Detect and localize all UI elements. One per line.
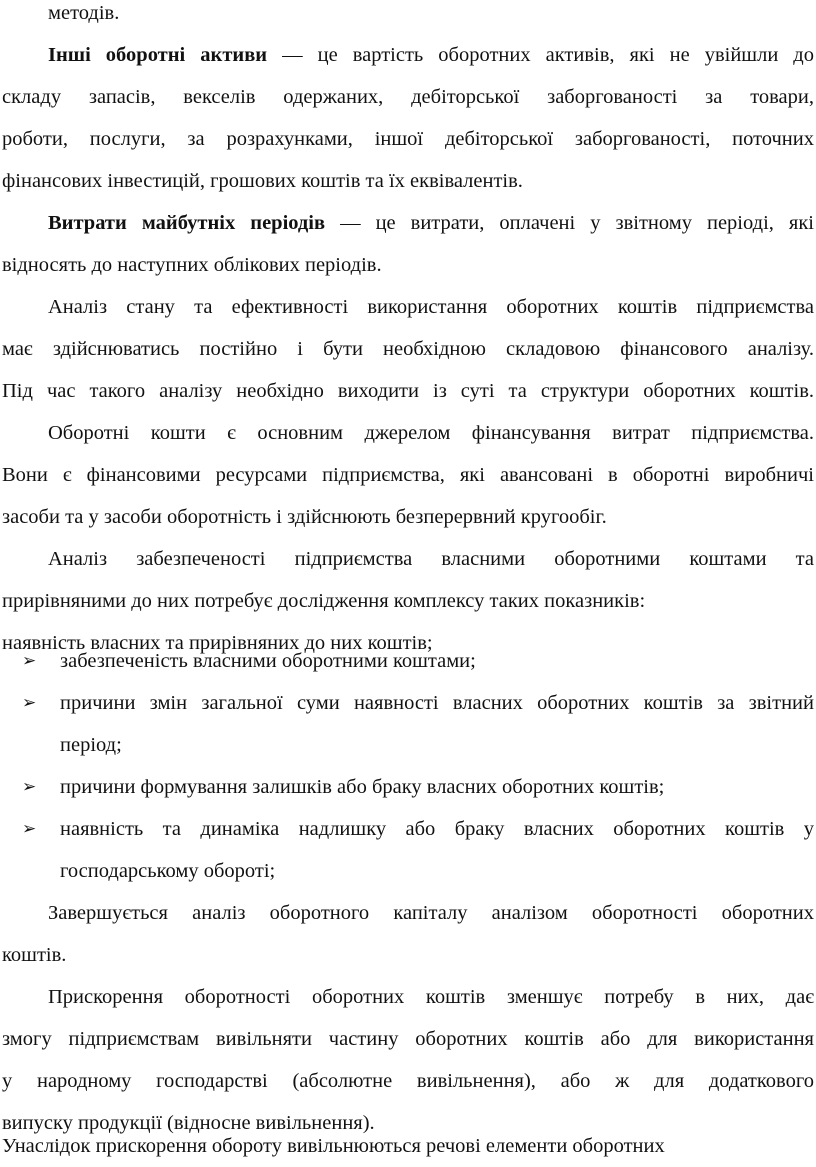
bullet-arrow-icon: ➢ [22,693,37,713]
text-line: Під час такого аналізу необхідно виходити із суті та структури оборотних коштів. [2,380,814,402]
text-line: випуску продукції (відносне вивільнення). [2,1112,375,1134]
text-line: фінансових інвестицій, грошових коштів та їх еквівалентів. [2,170,523,192]
text-line: змогу підприємствам вивільняти частину оборотних коштів або для використання [2,1028,814,1050]
text-line: відносять до наступних облікових періодів. [2,254,382,276]
text-span: — це вартість оборотних активів, які не увійшли до [267,44,814,66]
text-line: складу запасів, векселів одержаних, дебіторської заборгованості за товари, [2,86,814,108]
text-line: Завершується аналіз оборотного капіталу аналізом оборотності оборотних [48,902,814,924]
text-line: Аналіз забезпеченості підприємства власними оборотними коштами та [48,548,814,570]
list-item: наявність та динаміка надлишку або браку власних оборотних коштів у [60,818,814,840]
text-line: Прискорення оборотності оборотних коштів зменшує потребу в них, дає [48,986,814,1008]
text-line: Оборотні кошти є основним джерелом фінансування витрат підприємства. [48,422,814,444]
text-line: роботи, послуги, за розрахунками, іншої дебіторської заборгованості, поточних [2,128,814,150]
text-line: методів. [48,2,120,24]
text-line: Вони є фінансовими ресурсами підприємства, які авансовані в оборотні виробничі [2,464,814,486]
list-item: причини формування залишків або браку власних оборотних коштів; [60,776,665,798]
text-line: засоби та у засоби оборотність і здійснюють безперервний кругообіг. [2,506,607,528]
list-item: забезпеченість власними оборотними коштами; [60,650,476,672]
text-line: має здійснюватись постійно і бути необхідною складовою фінансового аналізу. [2,338,814,360]
bullet-arrow-icon: ➢ [22,651,37,671]
term-other-current-assets: Інші оборотні активи [48,44,268,66]
text-line: у народному господарстві (абсолютне вивільнення), або ж для додаткового [2,1070,814,1092]
paragraph-other-current-assets [48,34,814,76]
text-line: Унаслідок прискорення обороту вивільнюються речові елементи оборотних [2,1135,665,1157]
bullet-arrow-icon: ➢ [22,819,37,839]
term-deferred-expenses: Витрати майбутніх періодів [48,212,326,234]
text-line: коштів. [2,944,67,966]
bullet-arrow-icon: ➢ [22,777,37,797]
paragraph-deferred-expenses [48,202,814,244]
text-line: наявність власних та прирівняних до них коштів; [2,632,433,654]
text-line: Аналіз стану та ефективності використання оборотних коштів підприємства [48,296,814,318]
list-item-continuation: господарському обороті; [60,860,276,882]
list-item: причини змін загальної суми наявності власних оборотних коштів за звітний [60,692,814,714]
text-span: — це витрати, оплачені у звітному періоді, які [325,212,814,234]
list-item-continuation: період; [60,734,122,756]
text-line: прирівняними до них потребує дослідження комплексу таких показників: [2,590,646,612]
